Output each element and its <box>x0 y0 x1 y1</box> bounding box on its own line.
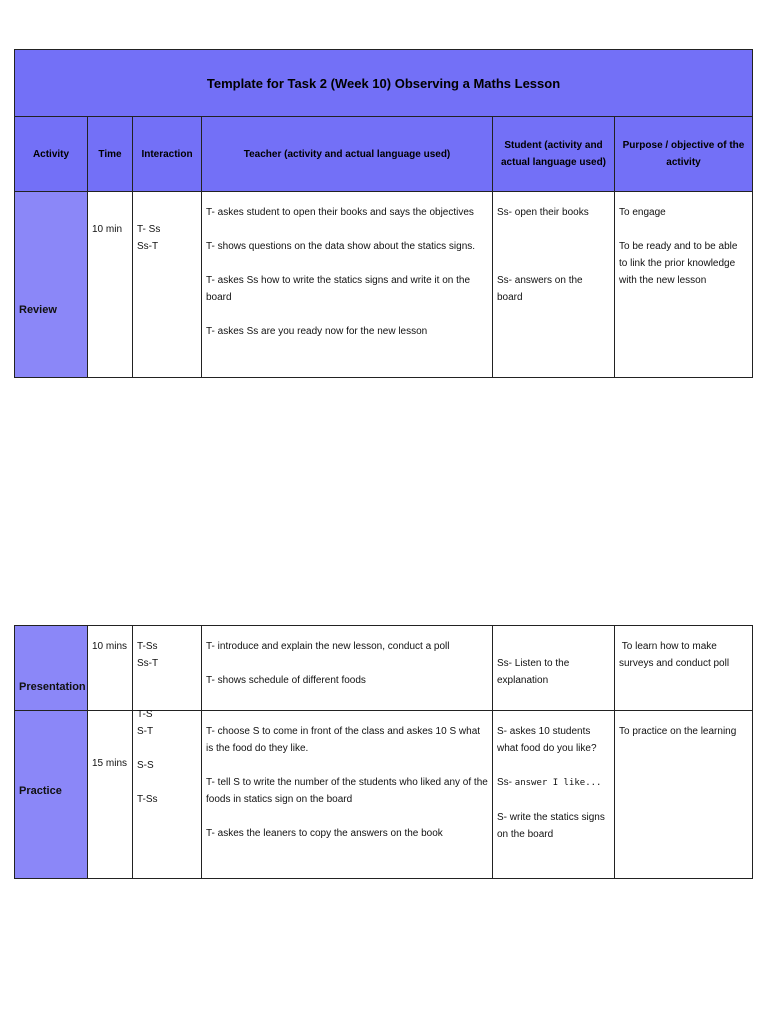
student-item: S- write the statics signs on the board <box>497 812 605 840</box>
purpose-cell <box>615 711 753 879</box>
student-item: S- askes 10 students what food do you like? <box>497 726 597 754</box>
activity-practice <box>15 711 88 879</box>
activity-label: Presentation <box>19 681 86 693</box>
teacher-item: T- choose S to come in front of the class and askes 10 S what is the food do they like. <box>206 726 481 754</box>
student-item <box>497 774 610 792</box>
interaction-item: S-T <box>137 726 154 737</box>
activity-label: Review <box>19 304 57 316</box>
interaction-cell <box>133 626 202 711</box>
student-cell <box>493 711 615 879</box>
header-purpose: Purpose / objective of the activity <box>615 117 753 192</box>
lesson-table-presentation-practice <box>14 625 753 879</box>
interaction-item: T-S <box>137 709 153 720</box>
teacher-item: T- askes student to open their books and says the objectives <box>206 207 474 218</box>
interaction-item: Ss-T <box>137 241 159 252</box>
purpose-item: To engage <box>619 207 666 218</box>
student-item: Ss- answers on the board <box>497 275 583 303</box>
interaction-item: T- Ss <box>137 224 161 235</box>
header-time: Time <box>88 117 133 192</box>
interaction-cell <box>133 711 202 879</box>
teacher-item: T- tell S to write the number of the students who liked any of the foods in statics sign on the board <box>206 777 488 805</box>
purpose-cell <box>615 626 753 711</box>
header-interaction: Interaction <box>133 117 202 192</box>
time-value: 10 mins <box>92 641 128 652</box>
interaction-item: Ss-T <box>137 658 159 669</box>
student-item: Ss- open their books <box>497 207 589 218</box>
teacher-item: T- shows questions on the data show about the statics signs. <box>206 241 476 252</box>
teacher-cell <box>202 192 493 378</box>
teacher-item: T- shows schedule of different foods <box>206 675 366 686</box>
purpose-item: To be ready and to be able to link the prior knowledge with the new lesson <box>619 241 738 286</box>
time-cell <box>88 711 133 879</box>
time-value: 15 mins <box>92 758 128 769</box>
teacher-item: T- askes the leaners to copy the answers on the book <box>206 828 443 839</box>
interaction-cell <box>133 192 202 378</box>
time-value: 10 min <box>92 224 123 235</box>
student-answer: answer I like... <box>514 778 602 788</box>
page-title: Template for Task 2 (Week 10) Observing a Maths Lesson <box>15 50 753 117</box>
teacher-cell <box>202 711 493 879</box>
time-cell <box>88 626 133 711</box>
time-cell <box>88 192 133 378</box>
teacher-item: T- introduce and explain the new lesson, conduct a poll <box>206 641 450 652</box>
interaction-item: T-Ss <box>137 641 158 652</box>
header-teacher: Teacher (activity and actual language used) <box>202 117 493 192</box>
student-prefix: Ss- <box>497 777 515 788</box>
teacher-cell <box>202 626 493 711</box>
teacher-item: T- askes Ss how to write the statics signs and write it on the board <box>206 275 471 303</box>
purpose-item: To learn how to make surveys and conduct poll <box>619 641 730 669</box>
activity-review <box>15 192 88 378</box>
interaction-item: T-Ss <box>137 794 158 805</box>
student-cell <box>493 192 615 378</box>
teacher-item: T- askes Ss are you ready now for the new lesson <box>206 326 428 337</box>
interaction-item: S-S <box>137 760 154 771</box>
lesson-table-review <box>14 49 753 378</box>
purpose-item: To practice on the learning <box>619 726 737 737</box>
activity-presentation <box>15 626 88 711</box>
header-student: Student (activity and actual language used) <box>493 117 615 192</box>
purpose-cell <box>615 192 753 378</box>
header-activity: Activity <box>15 117 88 192</box>
student-cell <box>493 626 615 711</box>
student-item: Ss- Listen to the explanation <box>497 658 570 686</box>
activity-label: Practice <box>19 785 62 797</box>
